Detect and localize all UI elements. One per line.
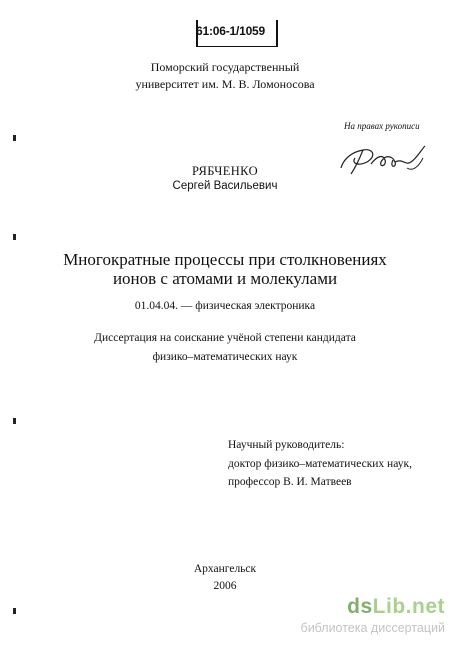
thesis-title-line-2: ионов с атомами и молекулами <box>112 269 338 288</box>
degree-line-2: физико–математических наук <box>152 351 298 363</box>
supervisor-name: профессор В. И. Матвеев <box>228 476 352 488</box>
thesis-title <box>0 250 450 288</box>
supervisor-label: Научный руководитель: <box>228 439 345 451</box>
watermark-logo-prefix: ds <box>347 595 373 618</box>
supervisor-block <box>228 436 412 492</box>
author-given-name: Сергей Васильевич <box>172 180 278 192</box>
scan-mark <box>13 234 16 240</box>
city: Архангельск <box>193 563 257 575</box>
watermark-logo[interactable] <box>275 595 445 619</box>
specialty-code: 01.04.04. — физическая электроника <box>134 300 316 312</box>
degree-statement <box>0 329 450 367</box>
watermark[interactable] <box>275 595 445 637</box>
catalog-code: 61:06-1/1059 <box>196 24 265 38</box>
university-line-1: Поморский государственный <box>150 60 300 74</box>
scan-mark <box>13 418 16 424</box>
university-block <box>0 59 450 93</box>
year: 2006 <box>213 580 237 592</box>
scan-mark <box>13 135 16 141</box>
watermark-logo-main: Lib.net <box>372 595 445 618</box>
watermark-subtitle: библиотека диссертаций <box>300 621 445 635</box>
scan-mark <box>13 608 16 614</box>
manuscript-rights-note: На правах рукописи <box>344 121 420 131</box>
thesis-title-line-1: Многократные процессы при столкновениях <box>63 250 387 269</box>
degree-line-1: Диссертация на соискание учёной степени кандидата <box>94 332 356 344</box>
author-surname: РЯБЧЕНКО <box>191 164 259 178</box>
university-line-2: университет им. М. В. Ломоносова <box>135 77 315 91</box>
supervisor-degree: доктор физико–математических наук, <box>228 457 412 470</box>
